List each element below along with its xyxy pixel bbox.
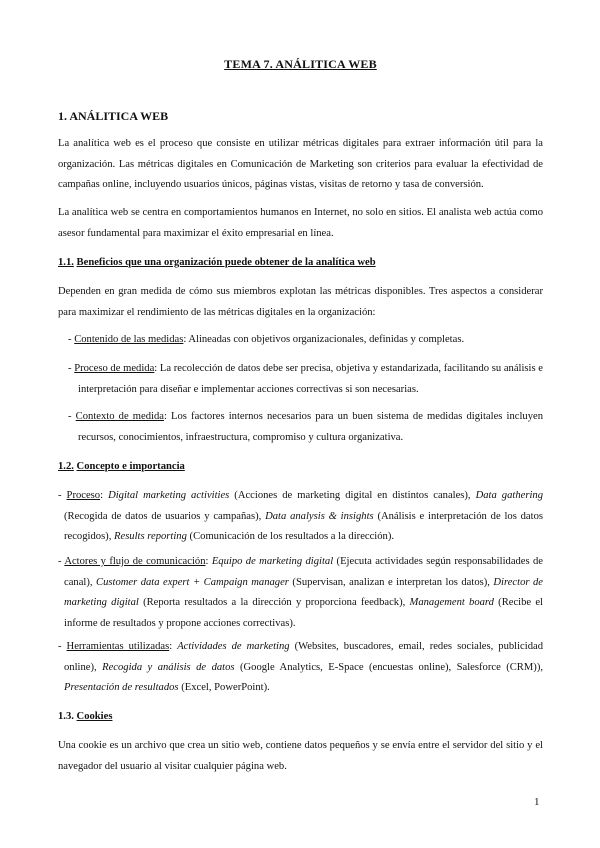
bullet-term: Proceso [66, 490, 101, 501]
section-number: 1.3. [58, 711, 74, 722]
section-1-3-paragraph: Una cookie es un archivo que crea un sitio web, contiene datos pequeños y se envía entre el servidor del sitio y el navegador del usuario al visitar cualquier página web. [58, 740, 543, 772]
document-title: TEMA 7. ANÁLITICA WEB [224, 57, 377, 71]
list-item-term: Contenido de las medidas [74, 334, 184, 345]
bullet-italic: Digital marketing activities [108, 490, 230, 501]
list-item: - Contexto de medida: Los factores internos necesarios para un buen sistema de medidas digitales incluyen recursos, conocimientos, infraestructura, compromiso y cultura organizativa. [68, 411, 543, 443]
bullet-text: (Comunicación de los resultados a la dirección). [186, 531, 395, 542]
bullet-text: (Reporta resultados a la dirección y proporciona feedback), [138, 597, 410, 608]
list-item-term: Proceso de medida [74, 363, 155, 374]
bullet-italic: Actividades de marketing [177, 641, 290, 652]
bullet-italic: Equipo de marketing digital [211, 556, 334, 567]
page-number: 1 [534, 796, 540, 808]
bullet-text: : [169, 641, 178, 652]
section-1-1-heading [58, 253, 376, 274]
section-1-3-heading [58, 707, 112, 728]
bullet-term: Herramientas utilizadas [66, 641, 170, 652]
bullet-text: (Acciones de marketing digital en distintos canales), [229, 490, 476, 501]
list-item-term: Contexto de medida [75, 411, 164, 422]
bullet-italic: Management board [409, 597, 494, 608]
bullet-text: (Recibe el informe de resultados y propone acciones correctivas). [64, 597, 543, 629]
section-1-paragraph-1: La analítica web es el proceso que consiste en utilizar métricas digitales para extraer información útil para la organización. Las métricas digitales en Comunicación de Marketing son criterios para evaluar la efectividad de campañas online, incluyendo usuarios únicos, páginas vistas, visitas de retorno y tasa de conversión. [58, 138, 543, 190]
bullet-italic: Recogida y análisis de datos [102, 661, 235, 673]
bullet-italic: Presentación de resultados [64, 682, 179, 693]
bullet-text: (Recogida de datos de usuarios y campañas), [64, 510, 266, 522]
list-item-text: : La recolección de datos debe ser precisa, objetiva y estandarizada, facilitando su análisis e interpretación para diseñar e implementar acciones correctivas si son necesarias. [78, 363, 543, 395]
bullet-text: : [205, 556, 212, 567]
section-1-heading: 1. ANÁLITICA WEB [58, 109, 169, 123]
section-title: Concepto e importancia [76, 461, 185, 472]
list-item-text: : Alineadas con objetivos organizacionales, definidas y completas. [183, 334, 465, 345]
bullet-italic: Customer data expert + Campaign manager [96, 576, 289, 588]
section-1-2-heading [58, 457, 185, 478]
bullet-text: (Análisis e interpretación de los datos recogidos), [64, 510, 543, 542]
section-number: 1.1. [58, 257, 74, 268]
bullet-text: (Google Analytics, E-Space (encuestas online), Salesforce (CRM)), [234, 661, 543, 673]
list-item-text: : Los factores internos necesarios para un buen sistema de medidas digitales incluyen recursos, conocimientos, infraestructura, compromiso y cultura organizativa. [78, 411, 543, 443]
section-title: Beneficios que una organización puede obtener de la analítica web [76, 257, 376, 268]
bullet-herramientas: - Herramientas utilizadas: Actividades de marketing (Websites, buscadores, email, redes sociales, publicidad online), Recogida y análisis de datos (Google Analytics, E-Space (encuestas online), Salesforce (CRM)), Presentación de resultados (Excel, PowerPoint). [58, 641, 543, 693]
bullet-text: (Websites, buscadores, email, redes sociales, publicidad online), [64, 641, 543, 673]
bullet-text: (Ejecuta actividades según responsabilidades de canal), [64, 556, 544, 588]
bullet-italic: Director de marketing digital [64, 576, 543, 608]
bullet-actores: - Actores y flujo de comunicación: Equipo de marketing digital (Ejecuta actividades según responsabilidades de canal), Customer data expert + Campaign manager (Supervisan, analizan e interpretan los datos), Director de marketing digital (Reporta resultados a la dirección y proporciona feedback), Management board (Recibe el informe de resultados y propone acciones correctivas). [58, 556, 544, 629]
section-title: Cookies [76, 711, 113, 722]
bullet-text: (Supervisan, analizan e interpretan los datos), [288, 576, 494, 588]
bullet-italic: Data analysis & insights [265, 510, 374, 522]
bullet-italic: Data gathering [475, 490, 544, 501]
section-1-paragraph-2: La analítica web se centra en comportamientos humanos en Internet, no solo en sitios. El analista web actúa como asesor fundamental para maximizar el éxito empresarial en línea. [58, 207, 543, 239]
section-number: 1.2. [58, 461, 74, 472]
bullet-text: : [100, 490, 109, 501]
bullet-term: Actores y flujo de comunicación [64, 556, 206, 567]
list-item: - Contenido de las medidas: Alineadas con objetivos organizacionales, definidas y completas. [68, 334, 465, 345]
bullet-proceso: - Proceso: Digital marketing activities (Acciones de marketing digital en distintos canales), Data gathering (Recogida de datos de usuarios y campañas), Data analysis & insights (Análisis e interpretación de los datos recogidos), Results reporting (Comunicación de los resultados a la dirección). [58, 490, 544, 542]
section-1-1-paragraph: Dependen en gran medida de cómo sus miembros explotan las métricas disponibles. Tres aspectos a considerar para maximizar el rendimiento de las métricas digitales en la organización: [58, 286, 543, 318]
bullet-text: (Excel, PowerPoint). [178, 682, 270, 693]
bullet-italic: Results reporting [114, 531, 187, 542]
list-item: - Proceso de medida: La recolección de datos debe ser precisa, objetiva y estandarizada, facilitando su análisis e interpretación para diseñar e implementar acciones correctivas si son necesarias. [68, 363, 543, 395]
